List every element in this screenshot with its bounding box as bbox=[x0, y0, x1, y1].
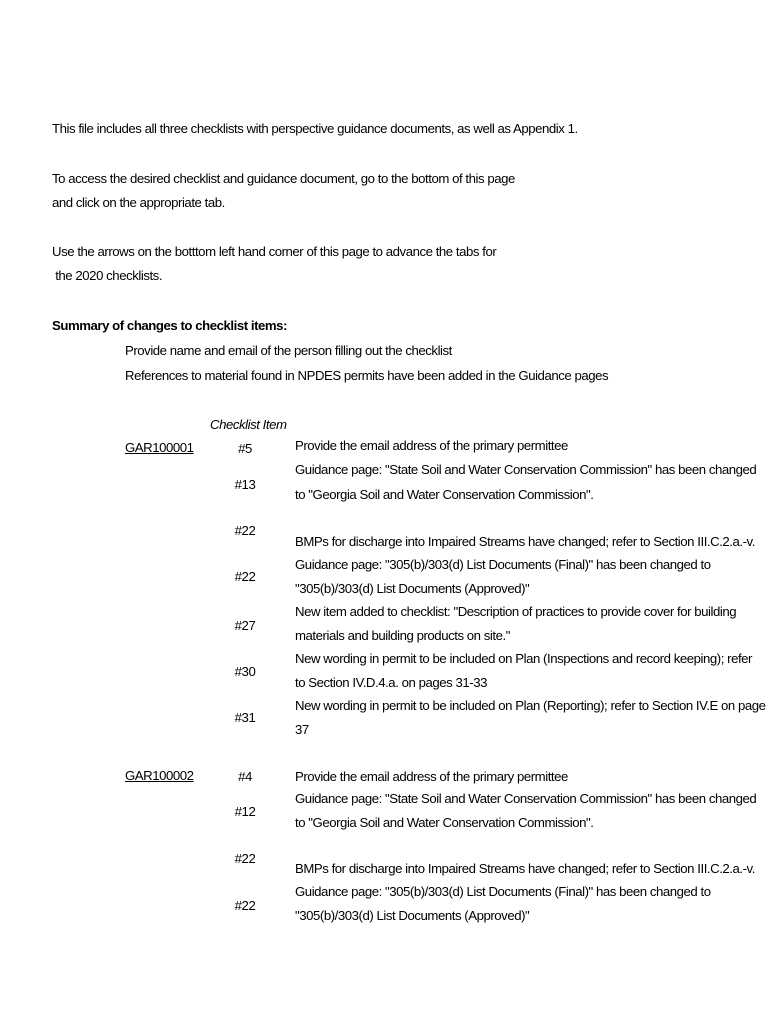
item-description: Guidance page: "305(b)/303(d) List Documents (Final)" has been changed to bbox=[295, 884, 711, 899]
item-number: #22 bbox=[234, 523, 256, 538]
item-description: Guidance page: "State Soil and Water Conservation Commission" has been changed bbox=[295, 462, 757, 477]
item-number: #13 bbox=[234, 477, 256, 492]
item-description: 37 bbox=[295, 722, 309, 737]
checklist-item-header: Checklist Item bbox=[210, 417, 287, 432]
intro-line-2a: To access the desired checklist and guidance document, go to the bottom of this page bbox=[52, 171, 515, 186]
item-description: "305(b)/303(d) List Documents (Approved)" bbox=[295, 908, 530, 923]
item-description: Provide the email address of the primary permittee bbox=[295, 438, 568, 453]
item-number: #27 bbox=[234, 618, 256, 633]
item-description: to Section IV.D.4.a. on pages 31-33 bbox=[295, 675, 487, 690]
item-description: "305(b)/303(d) List Documents (Approved)" bbox=[295, 581, 530, 596]
permit-id-gar100002: GAR100002 bbox=[125, 768, 194, 783]
intro-line-1: This file includes all three checklists with perspective guidance documents, as well as Appendix 1. bbox=[52, 121, 578, 136]
item-number: #31 bbox=[234, 710, 256, 725]
summary-point-2: References to material found in NPDES permits have been added in the Guidance pages bbox=[125, 368, 609, 383]
item-description: materials and building products on site." bbox=[295, 628, 510, 643]
permit-id-gar100001: GAR100001 bbox=[125, 440, 194, 455]
summary-heading: Summary of changes to checklist items: bbox=[52, 318, 288, 333]
item-description: Provide the email address of the primary permittee bbox=[295, 769, 568, 784]
intro-line-3a: Use the arrows on the botttom left hand corner of this page to advance the tabs for bbox=[52, 244, 497, 259]
item-description: to "Georgia Soil and Water Conservation Commission". bbox=[295, 815, 594, 830]
item-description: BMPs for discharge into Impaired Streams have changed; refer to Section III.C.2.a.-v. bbox=[295, 861, 755, 876]
intro-line-2b: and click on the appropriate tab. bbox=[52, 195, 225, 210]
item-description: BMPs for discharge into Impaired Streams have changed; refer to Section III.C.2.a.-v. bbox=[295, 534, 755, 549]
summary-point-1: Provide name and email of the person filling out the checklist bbox=[125, 343, 452, 358]
item-description: New wording in permit to be included on Plan (Reporting); refer to Section IV.E on page bbox=[295, 698, 766, 713]
item-number: #4 bbox=[238, 769, 252, 784]
item-number: #5 bbox=[238, 441, 252, 456]
item-description: New wording in permit to be included on Plan (Inspections and record keeping); refer bbox=[295, 651, 753, 666]
item-description: New item added to checklist: "Description of practices to provide cover for building bbox=[295, 604, 737, 619]
item-description: Guidance page: "305(b)/303(d) List Documents (Final)" has been changed to bbox=[295, 557, 711, 572]
item-number: #22 bbox=[234, 898, 256, 913]
item-description: to "Georgia Soil and Water Conservation Commission". bbox=[295, 487, 594, 502]
item-number: #30 bbox=[234, 664, 256, 679]
item-description: Guidance page: "State Soil and Water Conservation Commission" has been changed bbox=[295, 791, 757, 806]
intro-line-3b: the 2020 checklists. bbox=[52, 268, 163, 283]
item-number: #22 bbox=[234, 569, 256, 584]
item-number: #22 bbox=[234, 851, 256, 866]
item-number: #12 bbox=[234, 804, 256, 819]
